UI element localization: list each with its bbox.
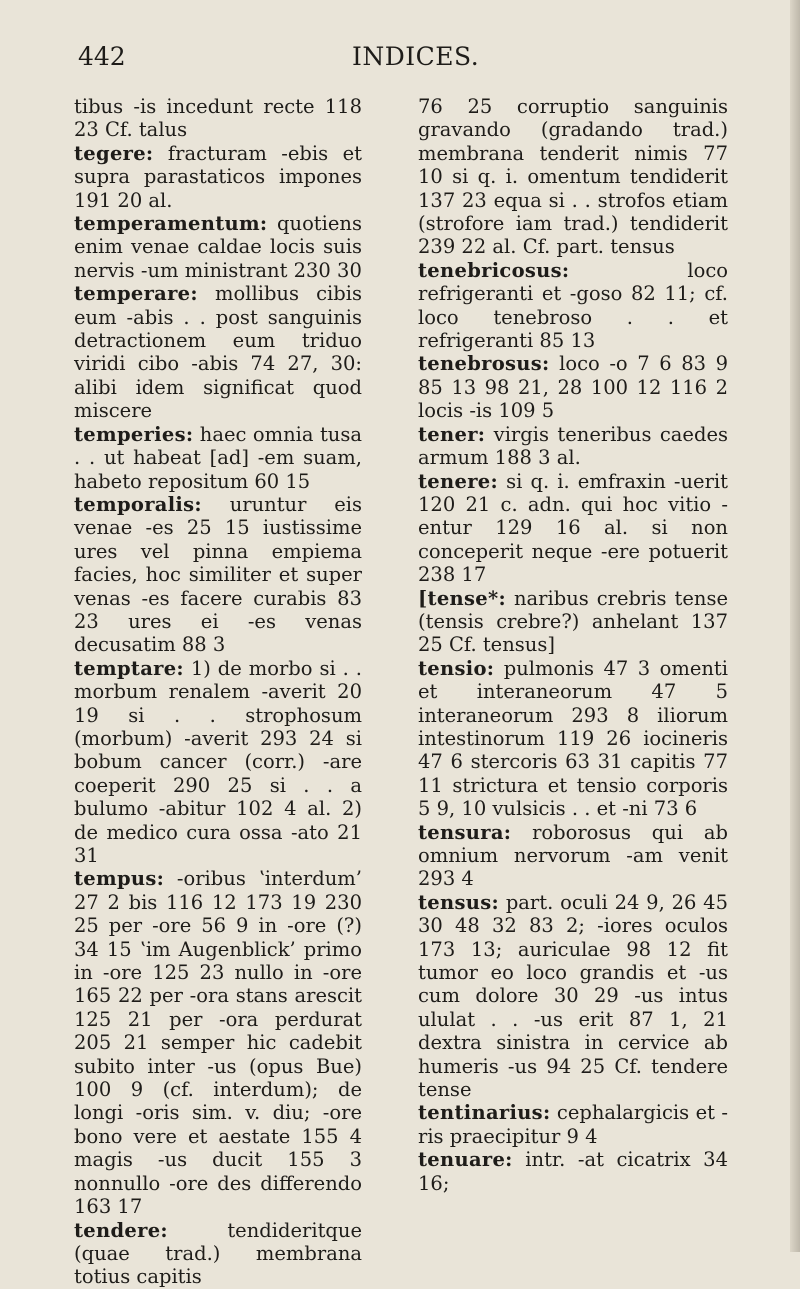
index-entry — [418, 1101, 728, 1148]
headword: [tense*: — [418, 586, 506, 610]
index-entry — [74, 95, 362, 142]
entry-text: mollibus cibis eum -abis . . post sanguinis detractionem eum triduo viridi cibo -abis 74 27, 30: alibi idem significat quod miscere — [74, 282, 362, 423]
index-entry — [418, 470, 728, 587]
entry-text: quotiens enim venae caldae locis suis nervis -um ministrant 230 30 — [74, 212, 362, 282]
entry-text: virgis teneribus caedes armum 188 3 al. — [418, 422, 728, 470]
page-header — [0, 42, 800, 82]
entry-text: part. oculi 24 9, 26 45 30 48 32 83 2; -iores oculos 173 13; auriculae 98 12 fit tumor eo loco grandis et -us cum dolore 30 29 -us intus ululat . . -us erit 87 1, 21 dextra sinistra in cervice ab humeris -us 94 25 Cf. tendere tense — [418, 890, 728, 1102]
index-entry — [74, 282, 362, 422]
entry-text: tibus -is incedunt recte 118 23 Cf. talus — [74, 95, 362, 142]
headword: tenere: — [418, 469, 498, 493]
entry-text: fracturam -ebis et supra parastaticos impones 191 20 al. — [74, 141, 362, 212]
entry-text: 76 25 corruptio sanguinis gravando (gradando trad.) membrana tenderit nimis 77 10 si q. i. omentum tendiderit 137 23 equa si . . strofos etiam (strofore iam trad.) tendiderit 239 22 al. Cf. part. tensus — [418, 95, 728, 259]
headword: temporalis: — [74, 492, 202, 516]
index-entry — [418, 821, 728, 891]
headword: tentinarius: — [418, 1101, 551, 1125]
entry-text: roborosus qui ab omnium nervorum -am venit 293 4 — [418, 820, 728, 891]
entry-text: loco refrigeranti et -goso 82 11; cf. loco tenebroso . . et refrigeranti 85 13 — [418, 258, 728, 353]
left-column — [74, 95, 362, 1289]
index-entry — [418, 891, 728, 1102]
index-entry — [74, 493, 362, 657]
index-entry — [74, 657, 362, 868]
headword: temptare: — [74, 656, 184, 680]
headword: tener: — [418, 422, 486, 446]
index-entry — [74, 867, 362, 1218]
page-number: 442 — [78, 42, 126, 71]
index-entry — [418, 587, 728, 657]
entry-text: si q. i. emfraxin -uerit 120 21 c. adn. qui hoc vitio -entur 129 16 al. si non conceperit neque -ere potuerit 238 17 — [418, 469, 728, 587]
headword: tegere: — [74, 141, 154, 165]
entry-text: 1) de morbo si . . morbum renalem -averit 20 19 si . . strophosum (morbum) -averit 293 24 si bobum cancer (corr.) -are coeperit 290 25 si . . a bulumo -abitur 102 4 al. 2) de medico cura ossa -ato 21 31 — [74, 656, 362, 867]
entry-text: loco -o 7 6 83 9 85 13 98 21, 28 100 12 116 2 locis -is 109 5 — [418, 352, 728, 423]
right-column — [418, 95, 728, 1195]
index-entry — [418, 657, 728, 821]
entry-text: cephalargicis et -ris praecipitur 9 4 — [418, 1101, 728, 1148]
headword: tendere: — [74, 1218, 168, 1242]
running-title: INDICES. — [352, 42, 480, 71]
index-entry — [74, 423, 362, 493]
entry-text: naribus crebris tense (tensis crebre?) anhelant 137 25 Cf. tensus] — [418, 586, 728, 657]
headword: temperamentum: — [74, 212, 268, 236]
headword: tenebricosus: — [418, 258, 570, 282]
index-entry — [74, 1219, 362, 1289]
headword: tempus: — [74, 867, 165, 891]
headword: temperies: — [74, 422, 194, 446]
index-entry — [418, 423, 728, 470]
index-entry — [418, 1148, 728, 1195]
headword: temperare: — [74, 282, 198, 306]
index-entry — [74, 142, 362, 212]
entry-text: haec omnia tusa . . ut habeat [ad] -em suam, habeto repositum 60 15 — [74, 422, 362, 493]
headword: tenuare: — [418, 1148, 513, 1172]
headword: tenebrosus: — [418, 352, 550, 376]
index-entry — [418, 259, 728, 353]
entry-text: intr. -at cicatrix 34 16; — [418, 1148, 728, 1195]
index-entry — [418, 95, 728, 259]
headword: tensio: — [418, 656, 495, 680]
index-entry — [418, 352, 728, 422]
entry-text: -oribus ʽinterdum’ 27 2 bis 116 12 173 19 230 25 per -ore 56 9 in -ore (?) 34 15 ʽim Augenblick’ primo in -ore 125 23 nullo in -ore 165 22 per -ora stans arescit 125 21 per -ora perdurat 205 21 semper hic cadebit subito inter -us (opus Bue) 100 9 (cf. interdum); de longi -oris sim. v. diu; -ore bono vere et aestate 155 4 magis -us ducit 155 3 nonnullo -ore des differendo 163 17 — [74, 867, 362, 1219]
entry-text: uruntur eis venae -es 25 15 iustissime ures vel pinna empiema facies, hoc similiter et super venas -es facere curabis 83 23 ures ei -es venas decusatim 88 3 — [74, 492, 362, 657]
entry-text: tendideritque (quae trad.) membrana totius capitis — [74, 1218, 362, 1289]
headword: tensura: — [418, 820, 512, 844]
page-edge — [790, 0, 800, 1252]
index-entry — [74, 212, 362, 282]
entry-text: pulmonis 47 3 omenti et interaneorum 47 5 interaneorum 293 8 iliorum intestinorum 119 26 iocineris 47 6 stercoris 63 31 capitis 77 11 strictura et tensio corporis 5 9, 10 vulsicis . . et -ni 73 6 — [418, 656, 728, 821]
headword: tensus: — [418, 890, 500, 914]
